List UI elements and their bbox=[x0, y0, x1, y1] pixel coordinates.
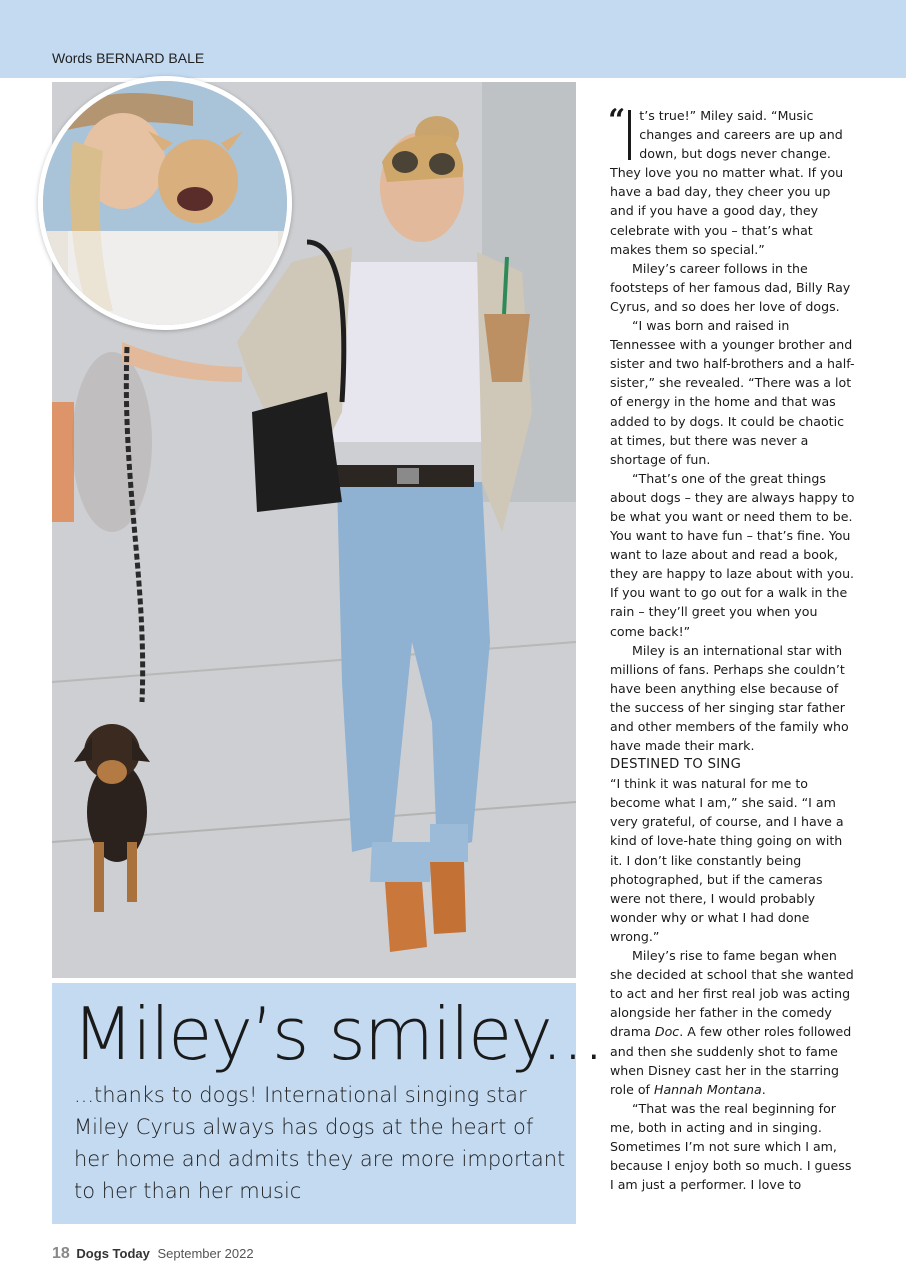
paragraph-2: Miley’s career follows in the footsteps of her famous dad, Billy Ray Cyrus, and so does her love of dogs. bbox=[610, 260, 851, 314]
subheading: DESTINED TO SING bbox=[610, 757, 742, 773]
paragraph-7-a: Miley’s rise to fame began when she decided at school that she wanted to act and her first real job was acting alongside her father in the comedy drama bbox=[610, 948, 854, 1040]
magazine-name: Dogs Today bbox=[76, 1246, 150, 1261]
drop-cap-i bbox=[628, 110, 631, 160]
page-number: 18 bbox=[52, 1245, 70, 1262]
standfirst: ...thanks to dogs! International singing star Miley Cyrus always has dogs at the heart of her home and admits they are more important to her than her music bbox=[74, 1083, 566, 1203]
paragraph-5: Miley is an international star with millions of fans. Perhaps she couldn’t have been anything else because of the success of her singing star father and other members of the family who have made their mark. bbox=[610, 642, 849, 754]
title-box bbox=[52, 983, 604, 1224]
paragraph-6: “I think it was natural for me to become what I am,” she said. “I am very grateful, of course, and I have a kind of love-hate thing going on with it. I don’t like constantly being photographed, but if the cameras were not there, I would probably wonder why or what I had done wrong.” bbox=[610, 776, 844, 944]
paragraph-3: “I was born and raised in Tennessee with a younger brother and sister and two half-brothers and a half-sister,” she revealed. “There was a lot of energy in the home and that was added to by dogs. It could be chaotic at times, but there was never a shortage of fun. bbox=[610, 318, 855, 467]
show-title-hannah-montana: Hannah Montana bbox=[654, 1081, 762, 1097]
byline: Words BERNARD BALE bbox=[52, 50, 205, 66]
article-body bbox=[608, 103, 856, 1194]
paragraph-1-text: t’s true!” Miley said. “Music changes and careers are up and down, but dogs never change. They love you no matter what. If you have a bad day, they cheer you up and if you have a good day, they celebrate with you – that’s what makes them so special.” bbox=[610, 108, 844, 257]
show-title-doc: Doc bbox=[654, 1024, 680, 1040]
inset-photo-illustration bbox=[43, 81, 287, 325]
drop-quote: “ bbox=[608, 103, 626, 138]
header-band bbox=[0, 0, 906, 78]
paragraph-7-c: . bbox=[761, 1081, 766, 1097]
paragraph-8: “That was the real beginning for me, both in acting and in singing. Sometimes I’m not sure which I am, because I enjoy both so much. I guess I am just a performer. I love to bbox=[610, 1100, 852, 1193]
folio bbox=[52, 1245, 254, 1263]
paragraph-4: “That’s one of the great things about dogs – they are always happy to be what you want or need them to be. You want to have fun – that’s fine. You want to laze about and read a book, they are happy to laze about with you. If you want to go out for a walk in the rain – they’ll greet you when you come back!” bbox=[610, 470, 855, 639]
paragraph-7 bbox=[610, 946, 856, 1099]
issue-date: September 2022 bbox=[157, 1246, 254, 1261]
paragraph-1 bbox=[608, 103, 856, 259]
inset-photo bbox=[38, 76, 292, 330]
headline: Miley’s smiley... bbox=[72, 992, 604, 1076]
paragraph-7-b: . A few other roles followed and then she suddenly shot to fame when Disney cast her in the starring role of bbox=[610, 1024, 852, 1097]
